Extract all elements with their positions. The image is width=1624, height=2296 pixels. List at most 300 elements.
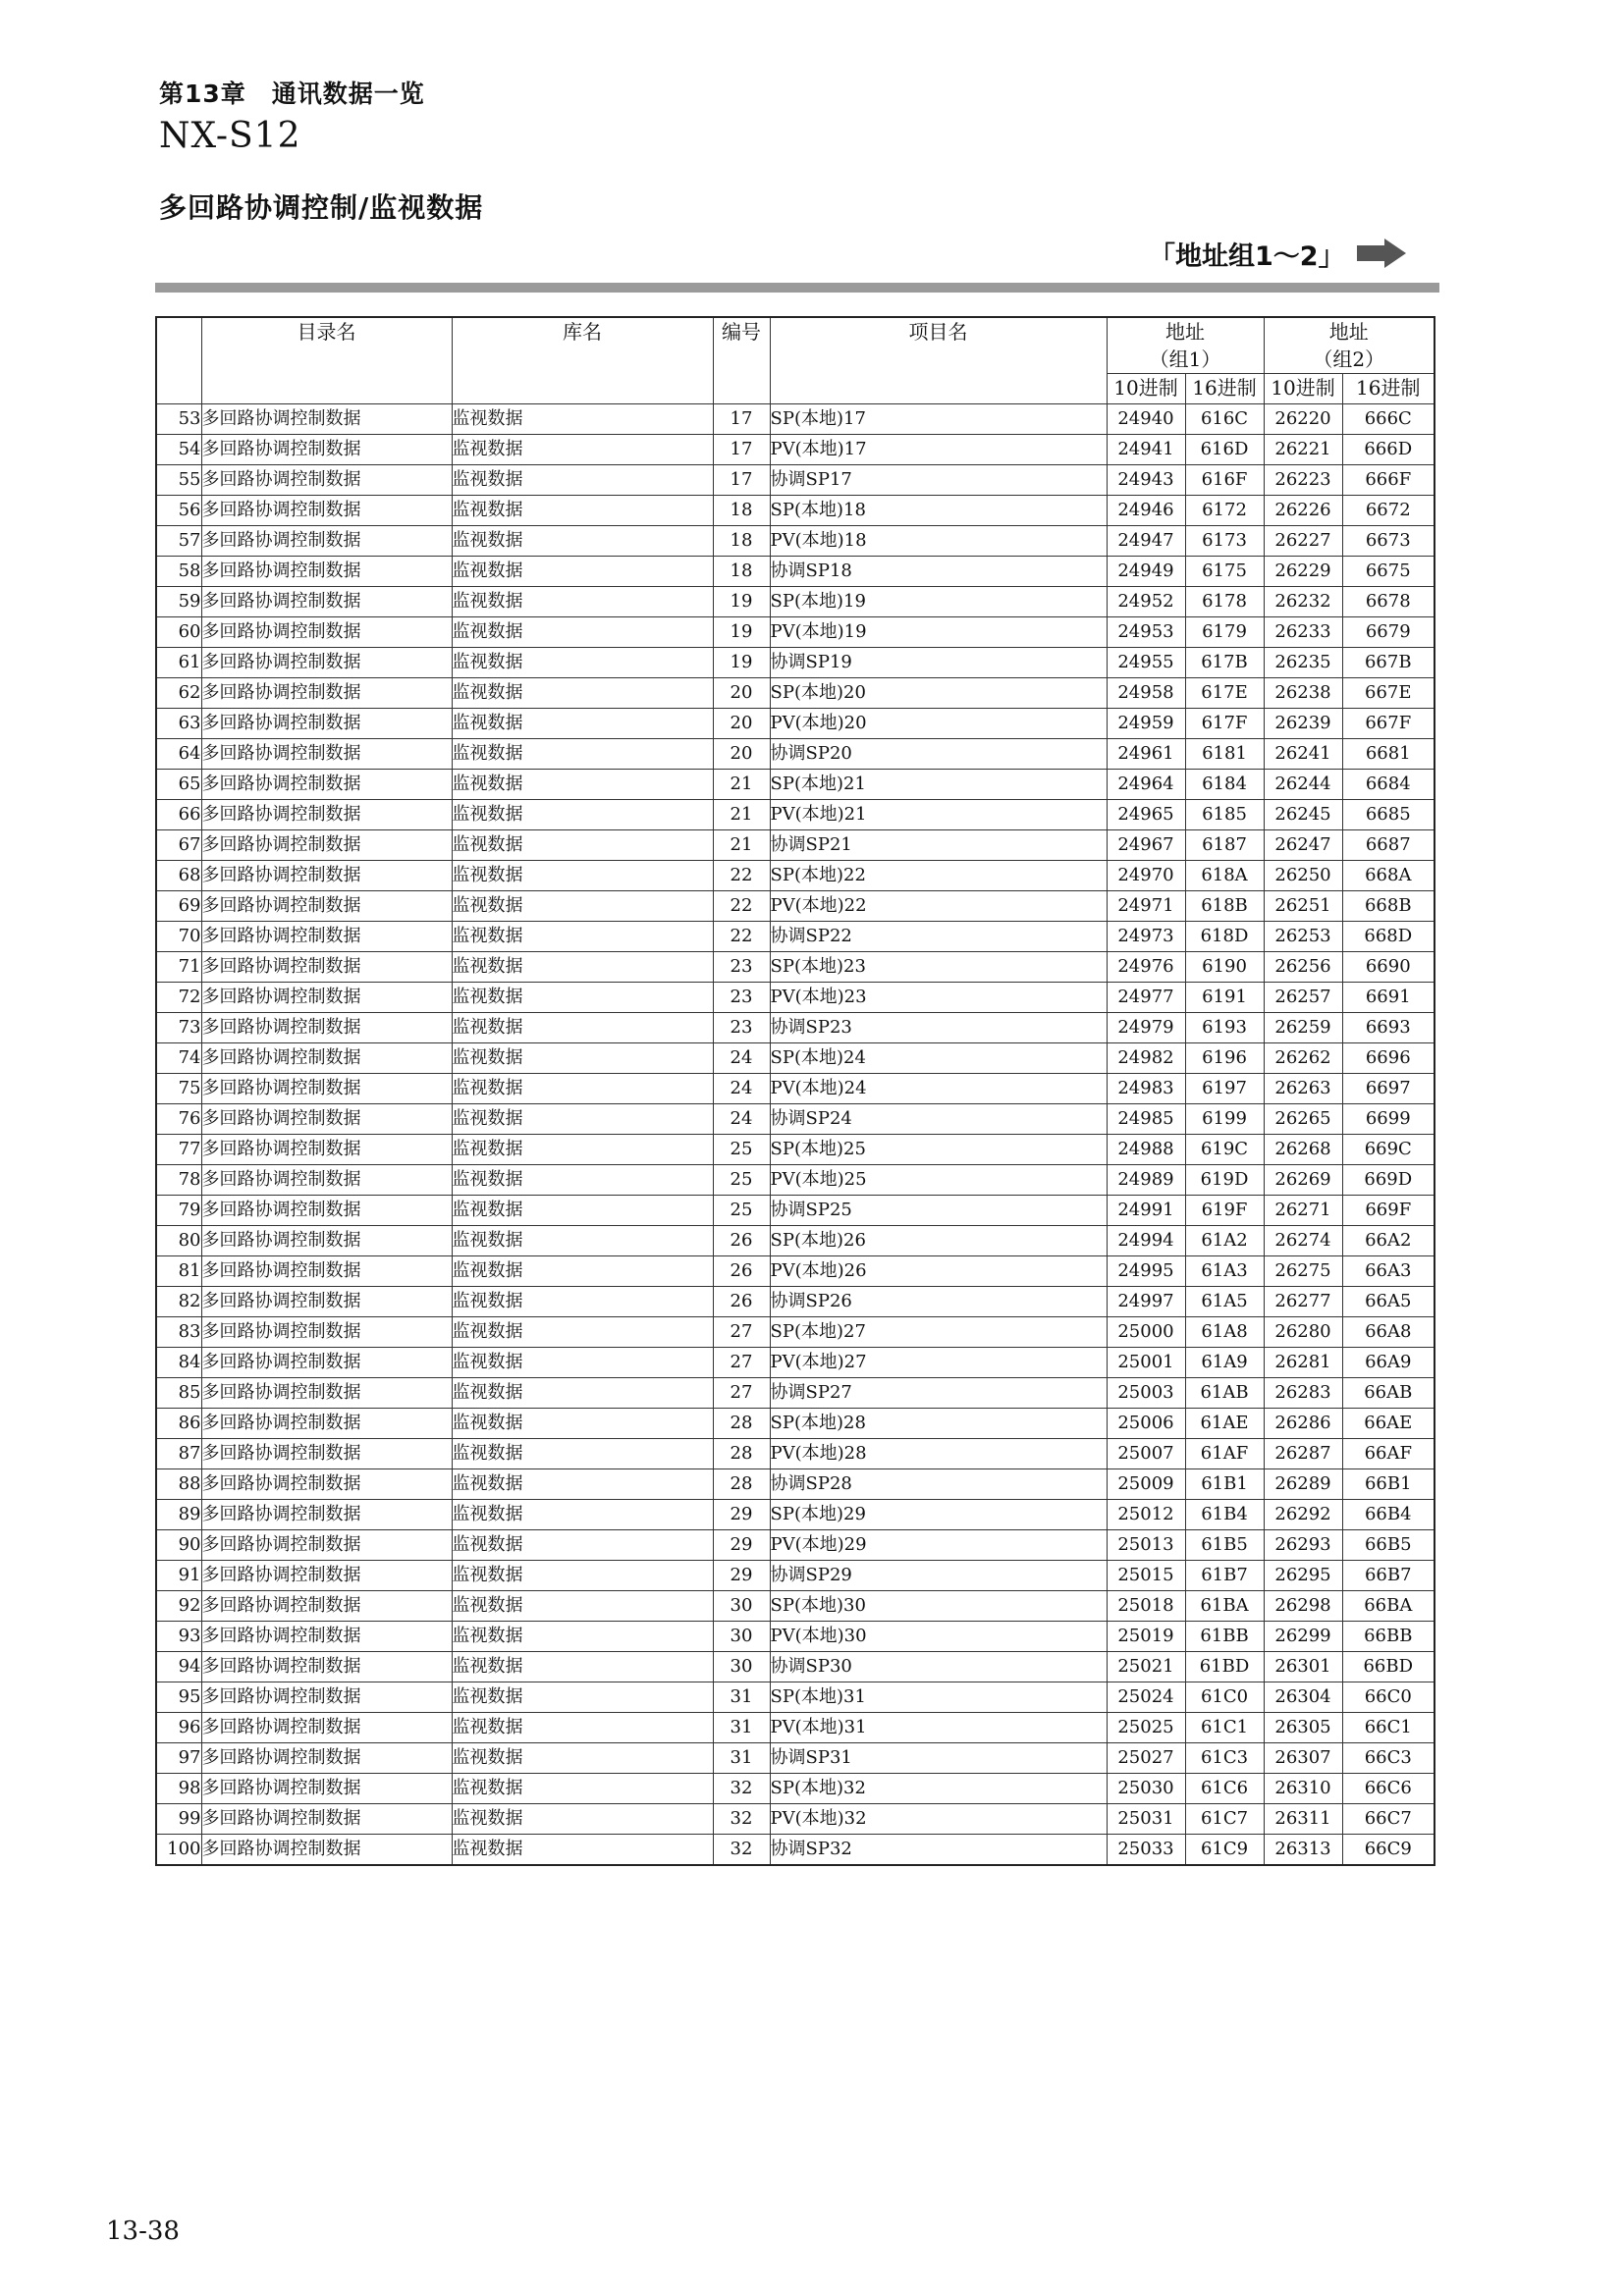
row-index: 90: [156, 1530, 201, 1561]
row-g1-hex: 6184: [1185, 770, 1264, 800]
header-g2-dec: 10进制: [1264, 374, 1342, 404]
row-category: 多回路协调控制数据: [201, 800, 452, 830]
header-address-group1-title: 地址: [1165, 320, 1205, 344]
row-library: 监视数据: [452, 1196, 713, 1226]
row-index: 53: [156, 404, 201, 435]
row-g2-hex: 66AF: [1342, 1439, 1435, 1469]
row-g1-hex: 61A9: [1185, 1348, 1264, 1378]
table-row: [156, 952, 1435, 983]
header-address-group1-label: （组1）: [1149, 347, 1221, 371]
row-library: 监视数据: [452, 1043, 713, 1074]
table-row: [156, 1409, 1435, 1439]
row-g2-hex: 66C7: [1342, 1804, 1435, 1835]
row-g1-dec: 25003: [1107, 1378, 1185, 1409]
row-g2-dec: 26271: [1264, 1196, 1342, 1226]
row-g1-hex: 6172: [1185, 496, 1264, 526]
row-g2-hex: 66AE: [1342, 1409, 1435, 1439]
row-library: 监视数据: [452, 587, 713, 617]
row-g2-hex: 6678: [1342, 587, 1435, 617]
row-g1-dec: 25013: [1107, 1530, 1185, 1561]
row-index: 93: [156, 1622, 201, 1652]
row-item: SP(本地)20: [770, 678, 1107, 709]
table-row: [156, 1561, 1435, 1591]
row-library: 监视数据: [452, 1378, 713, 1409]
row-g1-dec: 24989: [1107, 1165, 1185, 1196]
row-g2-hex: 666F: [1342, 465, 1435, 496]
row-index: 80: [156, 1226, 201, 1256]
row-g1-hex: 616F: [1185, 465, 1264, 496]
row-index: 56: [156, 496, 201, 526]
row-g2-dec: 26283: [1264, 1378, 1342, 1409]
row-g1-dec: 24979: [1107, 1013, 1185, 1043]
row-number: 24: [713, 1043, 770, 1074]
row-library: 监视数据: [452, 1165, 713, 1196]
row-g1-dec: 25006: [1107, 1409, 1185, 1439]
row-g1-dec: 24971: [1107, 891, 1185, 922]
row-item: SP(本地)25: [770, 1135, 1107, 1165]
row-item: SP(本地)32: [770, 1774, 1107, 1804]
row-number: 20: [713, 678, 770, 709]
row-g2-dec: 26286: [1264, 1409, 1342, 1439]
row-library: 监视数据: [452, 1013, 713, 1043]
row-library: 监视数据: [452, 1682, 713, 1713]
row-g2-dec: 26275: [1264, 1256, 1342, 1287]
table-row: [156, 1713, 1435, 1743]
row-item: PV(本地)21: [770, 800, 1107, 830]
table-row: [156, 983, 1435, 1013]
row-category: 多回路协调控制数据: [201, 1774, 452, 1804]
row-category: 多回路协调控制数据: [201, 1378, 452, 1409]
row-library: 监视数据: [452, 1348, 713, 1378]
row-g1-hex: 61B7: [1185, 1561, 1264, 1591]
row-g2-hex: 668B: [1342, 891, 1435, 922]
row-index: 87: [156, 1439, 201, 1469]
row-g2-dec: 26262: [1264, 1043, 1342, 1074]
row-item: SP(本地)27: [770, 1317, 1107, 1348]
row-g2-dec: 26256: [1264, 952, 1342, 983]
row-g1-hex: 61AE: [1185, 1409, 1264, 1439]
row-library: 监视数据: [452, 678, 713, 709]
table-row: [156, 1682, 1435, 1713]
row-library: 监视数据: [452, 1835, 713, 1866]
row-library: 监视数据: [452, 1317, 713, 1348]
row-g2-dec: 26259: [1264, 1013, 1342, 1043]
row-g1-hex: 61BA: [1185, 1591, 1264, 1622]
row-g1-dec: 24961: [1107, 739, 1185, 770]
table-row: [156, 1743, 1435, 1774]
table-row: [156, 1378, 1435, 1409]
row-category: 多回路协调控制数据: [201, 587, 452, 617]
row-g2-dec: 26232: [1264, 587, 1342, 617]
row-g2-dec: 26274: [1264, 1226, 1342, 1256]
row-category: 多回路协调控制数据: [201, 1409, 452, 1439]
row-library: 监视数据: [452, 526, 713, 557]
row-g1-hex: 6196: [1185, 1043, 1264, 1074]
row-number: 29: [713, 1561, 770, 1591]
row-g2-dec: 26292: [1264, 1500, 1342, 1530]
row-g1-hex: 6190: [1185, 952, 1264, 983]
row-category: 多回路协调控制数据: [201, 496, 452, 526]
row-g2-dec: 26298: [1264, 1591, 1342, 1622]
row-number: 30: [713, 1622, 770, 1652]
table-row: [156, 435, 1435, 465]
table-row: [156, 526, 1435, 557]
table-row: [156, 1591, 1435, 1622]
row-category: 多回路协调控制数据: [201, 526, 452, 557]
row-category: 多回路协调控制数据: [201, 1591, 452, 1622]
row-g1-hex: 61B5: [1185, 1530, 1264, 1561]
row-g1-hex: 61C6: [1185, 1774, 1264, 1804]
row-g2-dec: 26311: [1264, 1804, 1342, 1835]
row-g1-dec: 24940: [1107, 404, 1185, 435]
row-g1-hex: 616D: [1185, 435, 1264, 465]
row-number: 26: [713, 1226, 770, 1256]
row-category: 多回路协调控制数据: [201, 557, 452, 587]
row-g2-dec: 26235: [1264, 648, 1342, 678]
row-number: 23: [713, 952, 770, 983]
row-index: 98: [156, 1774, 201, 1804]
row-category: 多回路协调控制数据: [201, 1622, 452, 1652]
row-g1-hex: 6178: [1185, 587, 1264, 617]
table-row: [156, 739, 1435, 770]
header-rule: [155, 283, 1439, 293]
row-g1-dec: 25025: [1107, 1713, 1185, 1743]
row-g2-hex: 669D: [1342, 1165, 1435, 1196]
row-item: 协调SP26: [770, 1287, 1107, 1317]
header-row: [156, 317, 1435, 374]
row-index: 65: [156, 770, 201, 800]
row-g1-dec: 24997: [1107, 1287, 1185, 1317]
table-row: [156, 1256, 1435, 1287]
row-g2-dec: 26239: [1264, 709, 1342, 739]
row-category: 多回路协调控制数据: [201, 1104, 452, 1135]
row-g2-hex: 66BB: [1342, 1622, 1435, 1652]
row-index: 55: [156, 465, 201, 496]
row-item: SP(本地)23: [770, 952, 1107, 983]
table-row: [156, 830, 1435, 861]
row-index: 57: [156, 526, 201, 557]
row-index: 83: [156, 1317, 201, 1348]
row-item: 协调SP18: [770, 557, 1107, 587]
table-row: [156, 709, 1435, 739]
row-number: 22: [713, 922, 770, 952]
row-g1-dec: 25000: [1107, 1317, 1185, 1348]
row-number: 30: [713, 1652, 770, 1682]
row-item: 协调SP28: [770, 1469, 1107, 1500]
row-g1-dec: 25033: [1107, 1835, 1185, 1866]
row-item: SP(本地)30: [770, 1591, 1107, 1622]
row-category: 多回路协调控制数据: [201, 1135, 452, 1165]
row-g2-dec: 26244: [1264, 770, 1342, 800]
row-item: 协调SP22: [770, 922, 1107, 952]
row-item: PV(本地)27: [770, 1348, 1107, 1378]
row-g1-dec: 24946: [1107, 496, 1185, 526]
row-item: PV(本地)17: [770, 435, 1107, 465]
row-library: 监视数据: [452, 952, 713, 983]
row-g1-dec: 24965: [1107, 800, 1185, 830]
row-number: 20: [713, 709, 770, 739]
row-category: 多回路协调控制数据: [201, 1317, 452, 1348]
row-g2-dec: 26305: [1264, 1713, 1342, 1743]
row-g1-hex: 6197: [1185, 1074, 1264, 1104]
table-row: [156, 891, 1435, 922]
row-index: 60: [156, 617, 201, 648]
row-g2-hex: 66C0: [1342, 1682, 1435, 1713]
row-category: 多回路协调控制数据: [201, 952, 452, 983]
row-index: 94: [156, 1652, 201, 1682]
row-g2-dec: 26313: [1264, 1835, 1342, 1866]
row-index: 74: [156, 1043, 201, 1074]
row-g2-hex: 66B7: [1342, 1561, 1435, 1591]
row-item: PV(本地)32: [770, 1804, 1107, 1835]
row-g2-dec: 26233: [1264, 617, 1342, 648]
row-category: 多回路协调控制数据: [201, 922, 452, 952]
row-g1-dec: 24949: [1107, 557, 1185, 587]
row-g1-hex: 618A: [1185, 861, 1264, 891]
row-category: 多回路协调控制数据: [201, 1043, 452, 1074]
row-g2-dec: 26263: [1264, 1074, 1342, 1104]
address-group-link[interactable]: [1149, 234, 1408, 273]
row-g2-hex: 66A9: [1342, 1348, 1435, 1378]
data-table: [155, 316, 1435, 1866]
row-item: PV(本地)23: [770, 983, 1107, 1013]
page-number: 13-38: [106, 2216, 180, 2246]
row-library: 监视数据: [452, 1530, 713, 1561]
row-category: 多回路协调控制数据: [201, 435, 452, 465]
row-g2-hex: 666C: [1342, 404, 1435, 435]
row-item: 协调SP30: [770, 1652, 1107, 1682]
row-number: 30: [713, 1591, 770, 1622]
row-g1-hex: 61BD: [1185, 1652, 1264, 1682]
header-index: [156, 317, 201, 404]
row-library: 监视数据: [452, 1713, 713, 1743]
row-number: 18: [713, 496, 770, 526]
header-library: 库名: [452, 317, 713, 404]
table-row: [156, 1287, 1435, 1317]
row-g2-hex: 6673: [1342, 526, 1435, 557]
row-item: SP(本地)17: [770, 404, 1107, 435]
row-category: 多回路协调控制数据: [201, 465, 452, 496]
row-item: 协调SP19: [770, 648, 1107, 678]
row-g1-hex: 6175: [1185, 557, 1264, 587]
row-g1-hex: 61A3: [1185, 1256, 1264, 1287]
row-g2-hex: 6672: [1342, 496, 1435, 526]
row-g2-hex: 668D: [1342, 922, 1435, 952]
row-library: 监视数据: [452, 1074, 713, 1104]
row-g1-dec: 24973: [1107, 922, 1185, 952]
row-index: 85: [156, 1378, 201, 1409]
row-library: 监视数据: [452, 709, 713, 739]
row-item: 协调SP29: [770, 1561, 1107, 1591]
row-number: 27: [713, 1317, 770, 1348]
row-number: 20: [713, 739, 770, 770]
row-g1-dec: 24985: [1107, 1104, 1185, 1135]
row-g2-dec: 26280: [1264, 1317, 1342, 1348]
row-index: 92: [156, 1591, 201, 1622]
row-g2-hex: 66B5: [1342, 1530, 1435, 1561]
row-g2-hex: 668A: [1342, 861, 1435, 891]
row-library: 监视数据: [452, 770, 713, 800]
row-index: 100: [156, 1835, 201, 1866]
row-g1-hex: 6179: [1185, 617, 1264, 648]
row-g2-dec: 26247: [1264, 830, 1342, 861]
row-index: 59: [156, 587, 201, 617]
row-category: 多回路协调控制数据: [201, 648, 452, 678]
row-category: 多回路协调控制数据: [201, 1074, 452, 1104]
row-g2-hex: 667F: [1342, 709, 1435, 739]
row-g1-dec: 24967: [1107, 830, 1185, 861]
row-index: 69: [156, 891, 201, 922]
row-index: 89: [156, 1500, 201, 1530]
row-number: 23: [713, 1013, 770, 1043]
row-index: 81: [156, 1256, 201, 1287]
row-category: 多回路协调控制数据: [201, 770, 452, 800]
row-g2-dec: 26221: [1264, 435, 1342, 465]
row-g1-hex: 617E: [1185, 678, 1264, 709]
row-category: 多回路协调控制数据: [201, 861, 452, 891]
table-row: [156, 1500, 1435, 1530]
row-g1-dec: 24943: [1107, 465, 1185, 496]
row-g1-dec: 24958: [1107, 678, 1185, 709]
row-item: SP(本地)18: [770, 496, 1107, 526]
row-g1-hex: 6191: [1185, 983, 1264, 1013]
table-row: [156, 800, 1435, 830]
row-number: 32: [713, 1804, 770, 1835]
row-g2-hex: 66BD: [1342, 1652, 1435, 1682]
row-g1-hex: 61C0: [1185, 1682, 1264, 1713]
row-item: 协调SP21: [770, 830, 1107, 861]
table-body: [156, 404, 1435, 1866]
address-group-label: 「地址组1～2」: [1149, 240, 1345, 272]
row-category: 多回路协调控制数据: [201, 1743, 452, 1774]
row-item: PV(本地)31: [770, 1713, 1107, 1743]
row-category: 多回路协调控制数据: [201, 1256, 452, 1287]
table-row: [156, 1135, 1435, 1165]
table-row: [156, 1165, 1435, 1196]
row-number: 19: [713, 648, 770, 678]
row-number: 24: [713, 1104, 770, 1135]
row-library: 监视数据: [452, 1804, 713, 1835]
row-category: 多回路协调控制数据: [201, 830, 452, 861]
row-category: 多回路协调控制数据: [201, 1165, 452, 1196]
row-g2-dec: 26229: [1264, 557, 1342, 587]
table-row: [156, 1013, 1435, 1043]
row-g1-hex: 61C9: [1185, 1835, 1264, 1866]
row-library: 监视数据: [452, 496, 713, 526]
row-number: 17: [713, 465, 770, 496]
row-item: 协调SP32: [770, 1835, 1107, 1866]
row-category: 多回路协调控制数据: [201, 709, 452, 739]
row-g1-hex: 61AF: [1185, 1439, 1264, 1469]
row-item: SP(本地)22: [770, 861, 1107, 891]
row-g1-dec: 25031: [1107, 1804, 1185, 1835]
row-g2-hex: 66A8: [1342, 1317, 1435, 1348]
section-title: 多回路协调控制/监视数据: [159, 191, 484, 224]
table-row: [156, 1835, 1435, 1866]
row-item: SP(本地)21: [770, 770, 1107, 800]
table-row: [156, 922, 1435, 952]
row-g1-hex: 6199: [1185, 1104, 1264, 1135]
row-number: 25: [713, 1135, 770, 1165]
row-g1-hex: 618D: [1185, 922, 1264, 952]
row-g2-hex: 6685: [1342, 800, 1435, 830]
model-name: NX-S12: [159, 116, 301, 156]
row-index: 88: [156, 1469, 201, 1500]
row-library: 监视数据: [452, 1256, 713, 1287]
row-g2-hex: 6687: [1342, 830, 1435, 861]
table-row: [156, 1317, 1435, 1348]
row-index: 58: [156, 557, 201, 587]
table-row: [156, 587, 1435, 617]
row-g2-dec: 26268: [1264, 1135, 1342, 1165]
header-item: 项目名: [770, 317, 1107, 404]
row-item: PV(本地)29: [770, 1530, 1107, 1561]
row-g2-hex: 6675: [1342, 557, 1435, 587]
row-index: 75: [156, 1074, 201, 1104]
row-category: 多回路协调控制数据: [201, 1287, 452, 1317]
row-g2-dec: 26293: [1264, 1530, 1342, 1561]
table-row: [156, 465, 1435, 496]
row-number: 31: [713, 1743, 770, 1774]
row-item: SP(本地)31: [770, 1682, 1107, 1713]
table-row: [156, 1804, 1435, 1835]
row-item: 协调SP23: [770, 1013, 1107, 1043]
row-number: 19: [713, 617, 770, 648]
row-g1-dec: 25001: [1107, 1348, 1185, 1378]
row-g1-dec: 24959: [1107, 709, 1185, 739]
row-g1-dec: 24988: [1107, 1135, 1185, 1165]
row-library: 监视数据: [452, 465, 713, 496]
table-row: [156, 1226, 1435, 1256]
row-g1-hex: 6173: [1185, 526, 1264, 557]
row-g2-hex: 6681: [1342, 739, 1435, 770]
row-index: 64: [156, 739, 201, 770]
row-g2-hex: 6699: [1342, 1104, 1435, 1135]
row-g2-hex: 6684: [1342, 770, 1435, 800]
header-address-group1: [1107, 317, 1264, 374]
row-item: 协调SP20: [770, 739, 1107, 770]
row-number: 21: [713, 800, 770, 830]
right-arrow-icon: [1355, 237, 1408, 270]
row-category: 多回路协调控制数据: [201, 1804, 452, 1835]
row-item: SP(本地)28: [770, 1409, 1107, 1439]
table-row: [156, 404, 1435, 435]
row-number: 21: [713, 830, 770, 861]
row-item: 协调SP24: [770, 1104, 1107, 1135]
row-g1-dec: 25015: [1107, 1561, 1185, 1591]
row-g2-dec: 26241: [1264, 739, 1342, 770]
row-g2-dec: 26281: [1264, 1348, 1342, 1378]
row-index: 72: [156, 983, 201, 1013]
row-g1-hex: 61A2: [1185, 1226, 1264, 1256]
row-library: 监视数据: [452, 617, 713, 648]
table-row: [156, 1622, 1435, 1652]
row-g1-dec: 25019: [1107, 1622, 1185, 1652]
row-index: 66: [156, 800, 201, 830]
row-item: SP(本地)19: [770, 587, 1107, 617]
row-g2-dec: 26287: [1264, 1439, 1342, 1469]
row-category: 多回路协调控制数据: [201, 1561, 452, 1591]
row-item: PV(本地)25: [770, 1165, 1107, 1196]
row-category: 多回路协调控制数据: [201, 739, 452, 770]
row-item: SP(本地)24: [770, 1043, 1107, 1074]
row-g2-hex: 66C3: [1342, 1743, 1435, 1774]
row-g1-hex: 61C7: [1185, 1804, 1264, 1835]
header-address-group2: [1264, 317, 1435, 374]
header-g2-hex: 16进制: [1342, 374, 1435, 404]
row-library: 监视数据: [452, 1287, 713, 1317]
row-category: 多回路协调控制数据: [201, 404, 452, 435]
